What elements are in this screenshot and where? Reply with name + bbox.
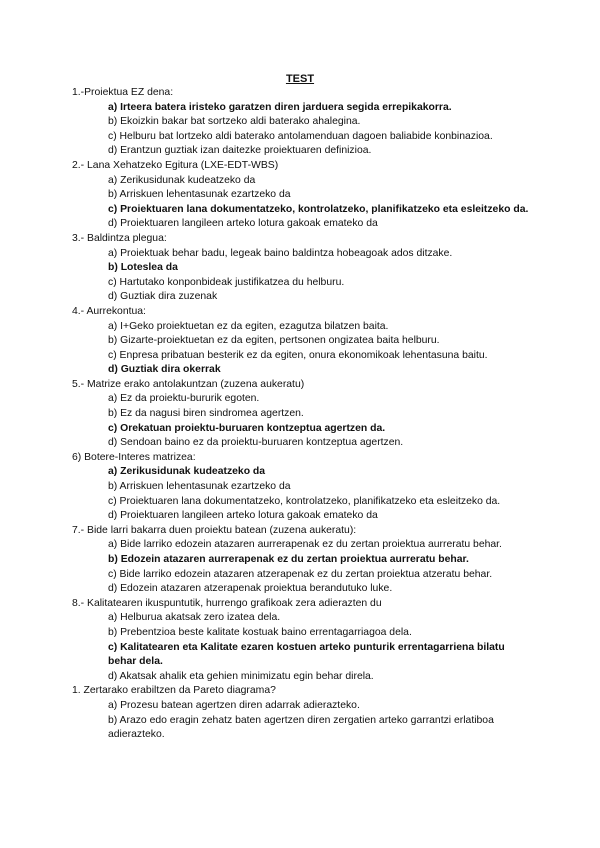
answer-option: b) Ekoizkin bakar bat sortzeko aldi baterako ahalegina. (108, 116, 361, 128)
answer-option-correct: b) Edozein atazaren aurrerapenak ez du zertan proiektua aurreratu behar. (108, 554, 469, 565)
answer-option: c) Helburu bat lortzeko aldi baterako antolamenduan dagoen baliabide konbinazioa. (108, 130, 493, 142)
answer-option: b) Prebentzioa beste kalitate kostuak baino errentagarriagoa dela. (108, 626, 412, 638)
question-text: 3.- Baldintza plegua: (72, 232, 167, 244)
answer-option-correct: a) Zerikusidunak kudeatzeko da (108, 466, 266, 478)
question-text: 1. Zertarako erabiltzen da Pareto diagrama? (72, 685, 276, 697)
answer-option: c) Enpresa pribatuan besterik ez da egiten, onura ekonomikoak lehentasuna baitu. (108, 349, 488, 361)
page-title: TEST (285, 73, 315, 85)
answer-option: d) Guztiak dira zuzenak (108, 291, 218, 303)
answer-option: c) Proiektuaren lana dokumentatzeko, kontrolatzeko, planifikatzeko eta esleitzeko da. (108, 495, 501, 507)
answer-option: a) Proiektuak behar badu, legeak baino baldintza hobeagoak ados ditzake. (108, 247, 453, 259)
question-text: 5.- Matrize erako antolakuntzan (zuzena aukeratu) (72, 378, 305, 390)
answer-option: a) Helburua akatsak zero izatea dela. (108, 612, 281, 624)
answer-option: d) Akatsak ahalik eta gehien minimizatu egin behar direla. (108, 670, 374, 682)
question-block (72, 232, 532, 305)
answer-option-correct: b) Loteslea da (108, 262, 178, 274)
answer-option: a) I+Geko proiektuetan ez da egiten, ezagutza bilatzen baita. (108, 320, 389, 332)
question-block (72, 86, 532, 159)
answer-option: c) Hartutako konponbideak justifikatzea du helburu. (108, 276, 345, 288)
answer-option: b) Arazo edo eragin zehatz baten agertzen diren zergatien arteko garrantzi erlatiboa adierazteko. (108, 714, 494, 741)
question-list (72, 86, 532, 743)
answer-option: d) Erantzun guztiak izan daitezke proiektuaren definizioa. (108, 145, 372, 157)
answer-option: a) Ez da proiektu-bururik egoten. (108, 393, 260, 405)
question-block (72, 524, 532, 597)
question-text: 6) Botere-Interes matrizea: (72, 451, 196, 463)
answer-option: c) Bide larriko edozein atazaren atzerapenak ez du zertan proiektua atzeratu behar. (108, 568, 493, 580)
answer-option: d) Sendoan baino ez da proiektu-buruaren kontzeptua agertzen. (108, 437, 404, 449)
answer-option-correct: c) Proiektuaren lana dokumentatzeko, kontrolatzeko, planifikatzeko eta esleitzeko da. (108, 203, 529, 215)
answer-option: b) Arriskuen lehentasunak ezartzeko da (108, 481, 291, 493)
question-text: 7.- Bide larri bakarra duen proiektu batean (zuzena aukeratu): (72, 524, 357, 536)
answer-option: a) Bide larriko edozein atazaren aurrerapenak ez du zertan proiektua aurreratu behar. (108, 539, 502, 551)
question-block (72, 597, 532, 685)
answer-option: a) Prozesu batean agertzen diren adarrak adierazteko. (108, 699, 360, 711)
question-block (72, 684, 532, 742)
answer-option: b) Arriskuen lehentasunak ezartzeko da (108, 189, 291, 201)
answer-option-correct: c) Kalitatearen eta Kalitate ezaren kostuen arteko punturik errentagarriena bilatu behar dela. (108, 641, 505, 668)
answer-option: d) Edozein atazaren atzerapenak proiektua berandutuko luke. (108, 583, 393, 595)
answer-option-correct: d) Guztiak dira okerrak (108, 364, 221, 376)
question-text: 4.- Aurrekontua: (72, 305, 146, 317)
answer-option-correct: a) Irteera batera iristeko garatzen diren jarduera segida errepikakorra. (108, 101, 452, 113)
question-block (72, 451, 532, 524)
question-text: 1.-Proiektua EZ dena: (72, 87, 174, 98)
question-block (72, 159, 532, 232)
question-block (72, 305, 532, 378)
answer-option: a) Zerikusidunak kudeatzeko da (108, 174, 256, 186)
question-text: 2.- Lana Xehatzeko Egitura (LXE-EDT-WBS) (72, 159, 279, 171)
answer-option-correct: c) Orekatuan proiektu-buruaren kontzeptua agertzen da. (108, 422, 386, 434)
answer-option: d) Proiektuaren langileen arteko lotura gakoak emateko da (108, 510, 378, 522)
question-block (72, 378, 532, 451)
answer-option: b) Gizarte-proiektuetan ez da egiten, pertsonen ongizatea baita helburu. (108, 335, 440, 347)
question-text: 8.- Kalitatearen ikuspuntutik, hurrengo grafikoak zera adierazten du (72, 597, 382, 609)
answer-option: b) Ez da nagusi biren sindromea agertzen. (108, 408, 304, 420)
answer-option: d) Proiektuaren langileen arteko lotura gakoak emateko da (108, 218, 378, 230)
